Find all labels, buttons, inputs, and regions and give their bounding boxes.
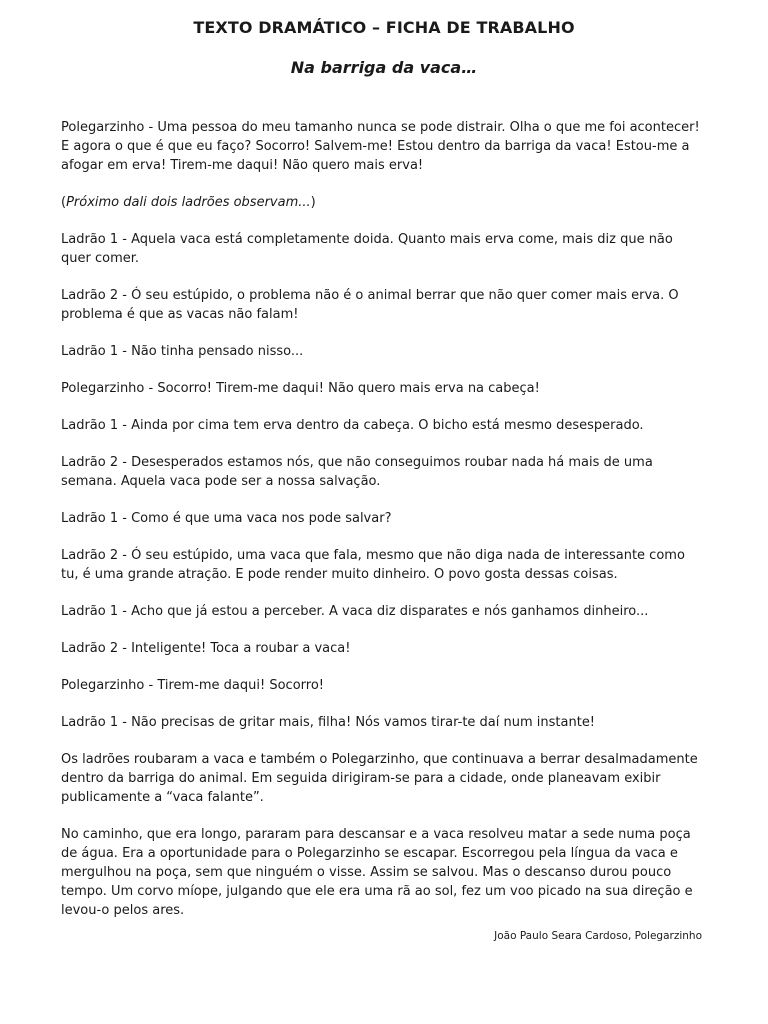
paragraph-15: No caminho, que era longo, pararam para descansar e a vaca resolveu matar a sede numa poça de água. Era a oportunidade para o Polegarzinho se escapar. Escorregou pela língua da vaca e mergulhou na poça, sem que ninguém o visse. Assim se salvou. Mas o descanso durou pouco tempo. Um corvo míope, julgando que ele era uma rã ao sol, fez um voo picado na sua direção e levou-o pelos ares. <box>61 827 693 918</box>
author-credit: João Paulo Seara Cardoso, Polegarzinho <box>494 930 702 942</box>
story-title: Na barriga da vaca… <box>290 58 478 77</box>
paragraph-4: Ladrão 1 - Não tinha pensado nisso... <box>61 344 304 359</box>
paragraph-11: Ladrão 2 - Inteligente! Toca a roubar a vaca! <box>61 641 351 656</box>
stage-direction-text: Próximo dali dois ladrões observam... <box>66 195 311 210</box>
stage-direction-open: ( <box>61 195 67 210</box>
paragraph-12: Polegarzinho - Tirem-me daqui! Socorro! <box>61 678 324 693</box>
paragraph-13: Ladrão 1 - Não precisas de gritar mais, filha! Nós vamos tirar-te daí num instante! <box>61 715 596 730</box>
stage-direction <box>61 193 706 212</box>
paragraph-7: Ladrão 2 - Desesperados estamos nós, que não conseguimos roubar nada há mais de uma semana. Aquela vaca pode ser a nossa salvação. <box>61 455 653 489</box>
paragraph-2: Ladrão 1 - Aquela vaca está completamente doida. Quanto mais erva come, mais diz que não quer comer. <box>61 232 673 266</box>
paragraph-6: Ladrão 1 - Ainda por cima tem erva dentro da cabeça. O bicho está mesmo desesperado. <box>61 418 644 433</box>
paragraph-3: Ladrão 2 - Ó seu estúpido, o problema não é o animal berrar que não quer comer mais erva. O problema é que as vacas não falam! <box>61 288 679 322</box>
paragraph-14: Os ladrões roubaram a vaca e também o Polegarzinho, que continuava a berrar desalmadamente dentro da barriga do animal. Em seguida dirigiram-se para a cidade, onde planeavam exibir publicamente a “vaca falante”. <box>61 752 698 805</box>
paragraph-8: Ladrão 1 - Como é que uma vaca nos pode salvar? <box>61 511 392 526</box>
stage-direction-close: ) <box>310 195 316 210</box>
script-body <box>61 118 706 938</box>
paragraph-9: Ladrão 2 - Ó seu estúpido, uma vaca que fala, mesmo que não diga nada de interessante como tu, é uma grande atração. E pode render muito dinheiro. O povo gosta dessas coisas. <box>61 548 685 582</box>
paragraph-1: Polegarzinho - Uma pessoa do meu tamanho nunca se pode distrair. Olha o que me foi acontecer! E agora o que é que eu faço? Socorro! Salvem-me! Estou dentro da barriga da vaca! Estou-me a afogar em erva! Tirem-me daqui! Não quero mais erva! <box>61 120 700 173</box>
page-title: TEXTO DRAMÁTICO – FICHA DE TRABALHO <box>193 18 575 37</box>
paragraph-5: Polegarzinho - Socorro! Tirem-me daqui! Não quero mais erva na cabeça! <box>61 381 540 396</box>
paragraph-10: Ladrão 1 - Acho que já estou a perceber. A vaca diz disparates e nós ganhamos dinheiro... <box>61 604 649 619</box>
